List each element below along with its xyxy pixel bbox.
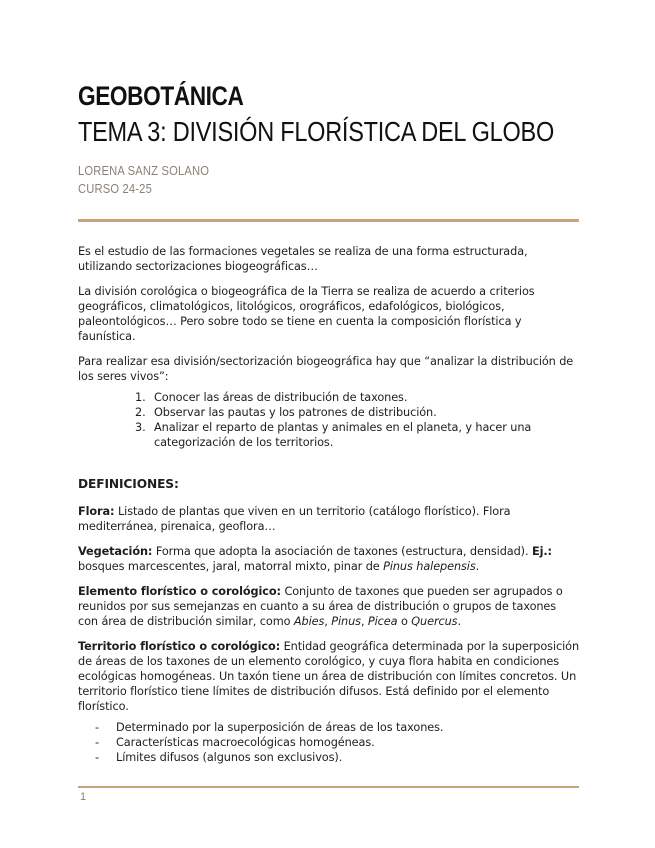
genus-name: Pinus bbox=[331, 615, 361, 628]
genus-name: Picea bbox=[367, 615, 398, 628]
list-item-text: Determinado por la superposición de áreas de los taxones. bbox=[116, 721, 444, 734]
territory-features-list bbox=[78, 720, 579, 765]
list-item bbox=[78, 390, 579, 405]
footer-divider bbox=[78, 786, 579, 788]
example-label: Ej.: bbox=[531, 545, 552, 558]
header-divider bbox=[78, 219, 579, 222]
author-name: LORENA SANZ SOLANO bbox=[78, 163, 210, 178]
definition-text: Forma que adopta la asociación de taxones (estructura, densidad). bbox=[152, 545, 532, 558]
steps-list bbox=[78, 390, 579, 450]
list-item-text: Observar las pautas y los patrones de distribución. bbox=[154, 406, 437, 419]
topic-title: TEMA 3: DIVISIÓN FLORÍSTICA DEL GLOBO bbox=[78, 116, 555, 147]
species-name: Pinus halepensis bbox=[383, 560, 476, 573]
definitions-heading: DEFINICIONES: bbox=[78, 477, 179, 491]
list-item bbox=[78, 735, 579, 750]
definition-territorio bbox=[78, 639, 579, 714]
example-text: bosques marcescentes, jaral, matorral mixto, pinar de bbox=[78, 560, 384, 573]
document-header bbox=[78, 80, 579, 198]
punctuation: . bbox=[457, 615, 461, 628]
term-label: Flora: bbox=[78, 505, 115, 518]
genus-name: Abies bbox=[293, 615, 325, 628]
page-number: 1 bbox=[80, 791, 87, 803]
definition-flora bbox=[78, 504, 579, 534]
definition-vegetacion bbox=[78, 544, 579, 574]
definition-text: Entidad geográfica determinada por la superposición de áreas de los taxones de un elemento corológico, y cuya flora habita en condiciones ecológicas homogéneas. Un taxón tiene un área de distribución con límites concretos. Un territorio florístico tiene límites de distribución difusos. Está definido por el elemento florístico. bbox=[78, 640, 580, 713]
list-item bbox=[78, 750, 579, 765]
list-item-text: Límites difusos (algunos son exclusivos). bbox=[116, 751, 343, 764]
genus-name: Quercus bbox=[411, 615, 458, 628]
list-item-text: Analizar el reparto de plantas y animales en el planeta, y hacer una categorización de los territorios. bbox=[154, 421, 532, 449]
list-item-text: Conocer las áreas de distribución de taxones. bbox=[154, 391, 408, 404]
definition-text: Conjunto de taxones que pueden ser agrupados o reunidos por sus semejanzas en cuanto a su área de distribución o grupos de taxones con área de distribución similar, como bbox=[78, 585, 563, 628]
punctuation: . bbox=[475, 560, 480, 573]
list-item-text: Características macroecológicas homogéneas. bbox=[116, 736, 375, 749]
separator: o bbox=[397, 615, 412, 628]
dash-marker: - bbox=[95, 721, 99, 734]
definition-text: Listado de plantas que viven en un territorio (catálogo florístico). Flora mediterránea, pirenaica, geoflora… bbox=[78, 505, 511, 533]
list-number: 1. bbox=[135, 391, 146, 404]
document-body bbox=[78, 244, 579, 765]
term-label: Elemento florístico o corológico: bbox=[78, 585, 281, 598]
intro-paragraph-2: La división corológica o biogeográfica de la Tierra se realiza de acuerdo a criterios geográficos, climatológicos, litológicos, orográficos, edafológicos, biológicos, paleontológicos… Pero sobre todo se tiene en cuenta la composición florística y faunística. bbox=[78, 285, 535, 343]
intro-paragraph-3: Para realizar esa división/sectorización biogeográfica hay que “analizar la distribución de los seres vivos”: bbox=[78, 355, 574, 383]
dash-marker: - bbox=[95, 736, 99, 749]
list-item bbox=[78, 720, 579, 735]
dash-marker: - bbox=[95, 751, 99, 764]
list-number: 3. bbox=[135, 421, 146, 434]
list-item bbox=[78, 405, 579, 420]
separator: , bbox=[360, 615, 368, 628]
course-label: CURSO 24-25 bbox=[78, 181, 152, 196]
separator: , bbox=[324, 615, 332, 628]
subject-title: GEOBOTÁNICA bbox=[78, 81, 244, 111]
term-label: Territorio florístico o corológico: bbox=[78, 640, 281, 653]
intro-paragraph-1: Es el estudio de las formaciones vegetales se realiza de una forma estructurada, utilizando sectorizaciones biogeográficas… bbox=[78, 245, 528, 273]
list-number: 2. bbox=[135, 406, 146, 419]
list-item bbox=[78, 420, 579, 450]
term-label: Vegetación: bbox=[78, 545, 153, 558]
definition-elemento bbox=[78, 584, 579, 629]
